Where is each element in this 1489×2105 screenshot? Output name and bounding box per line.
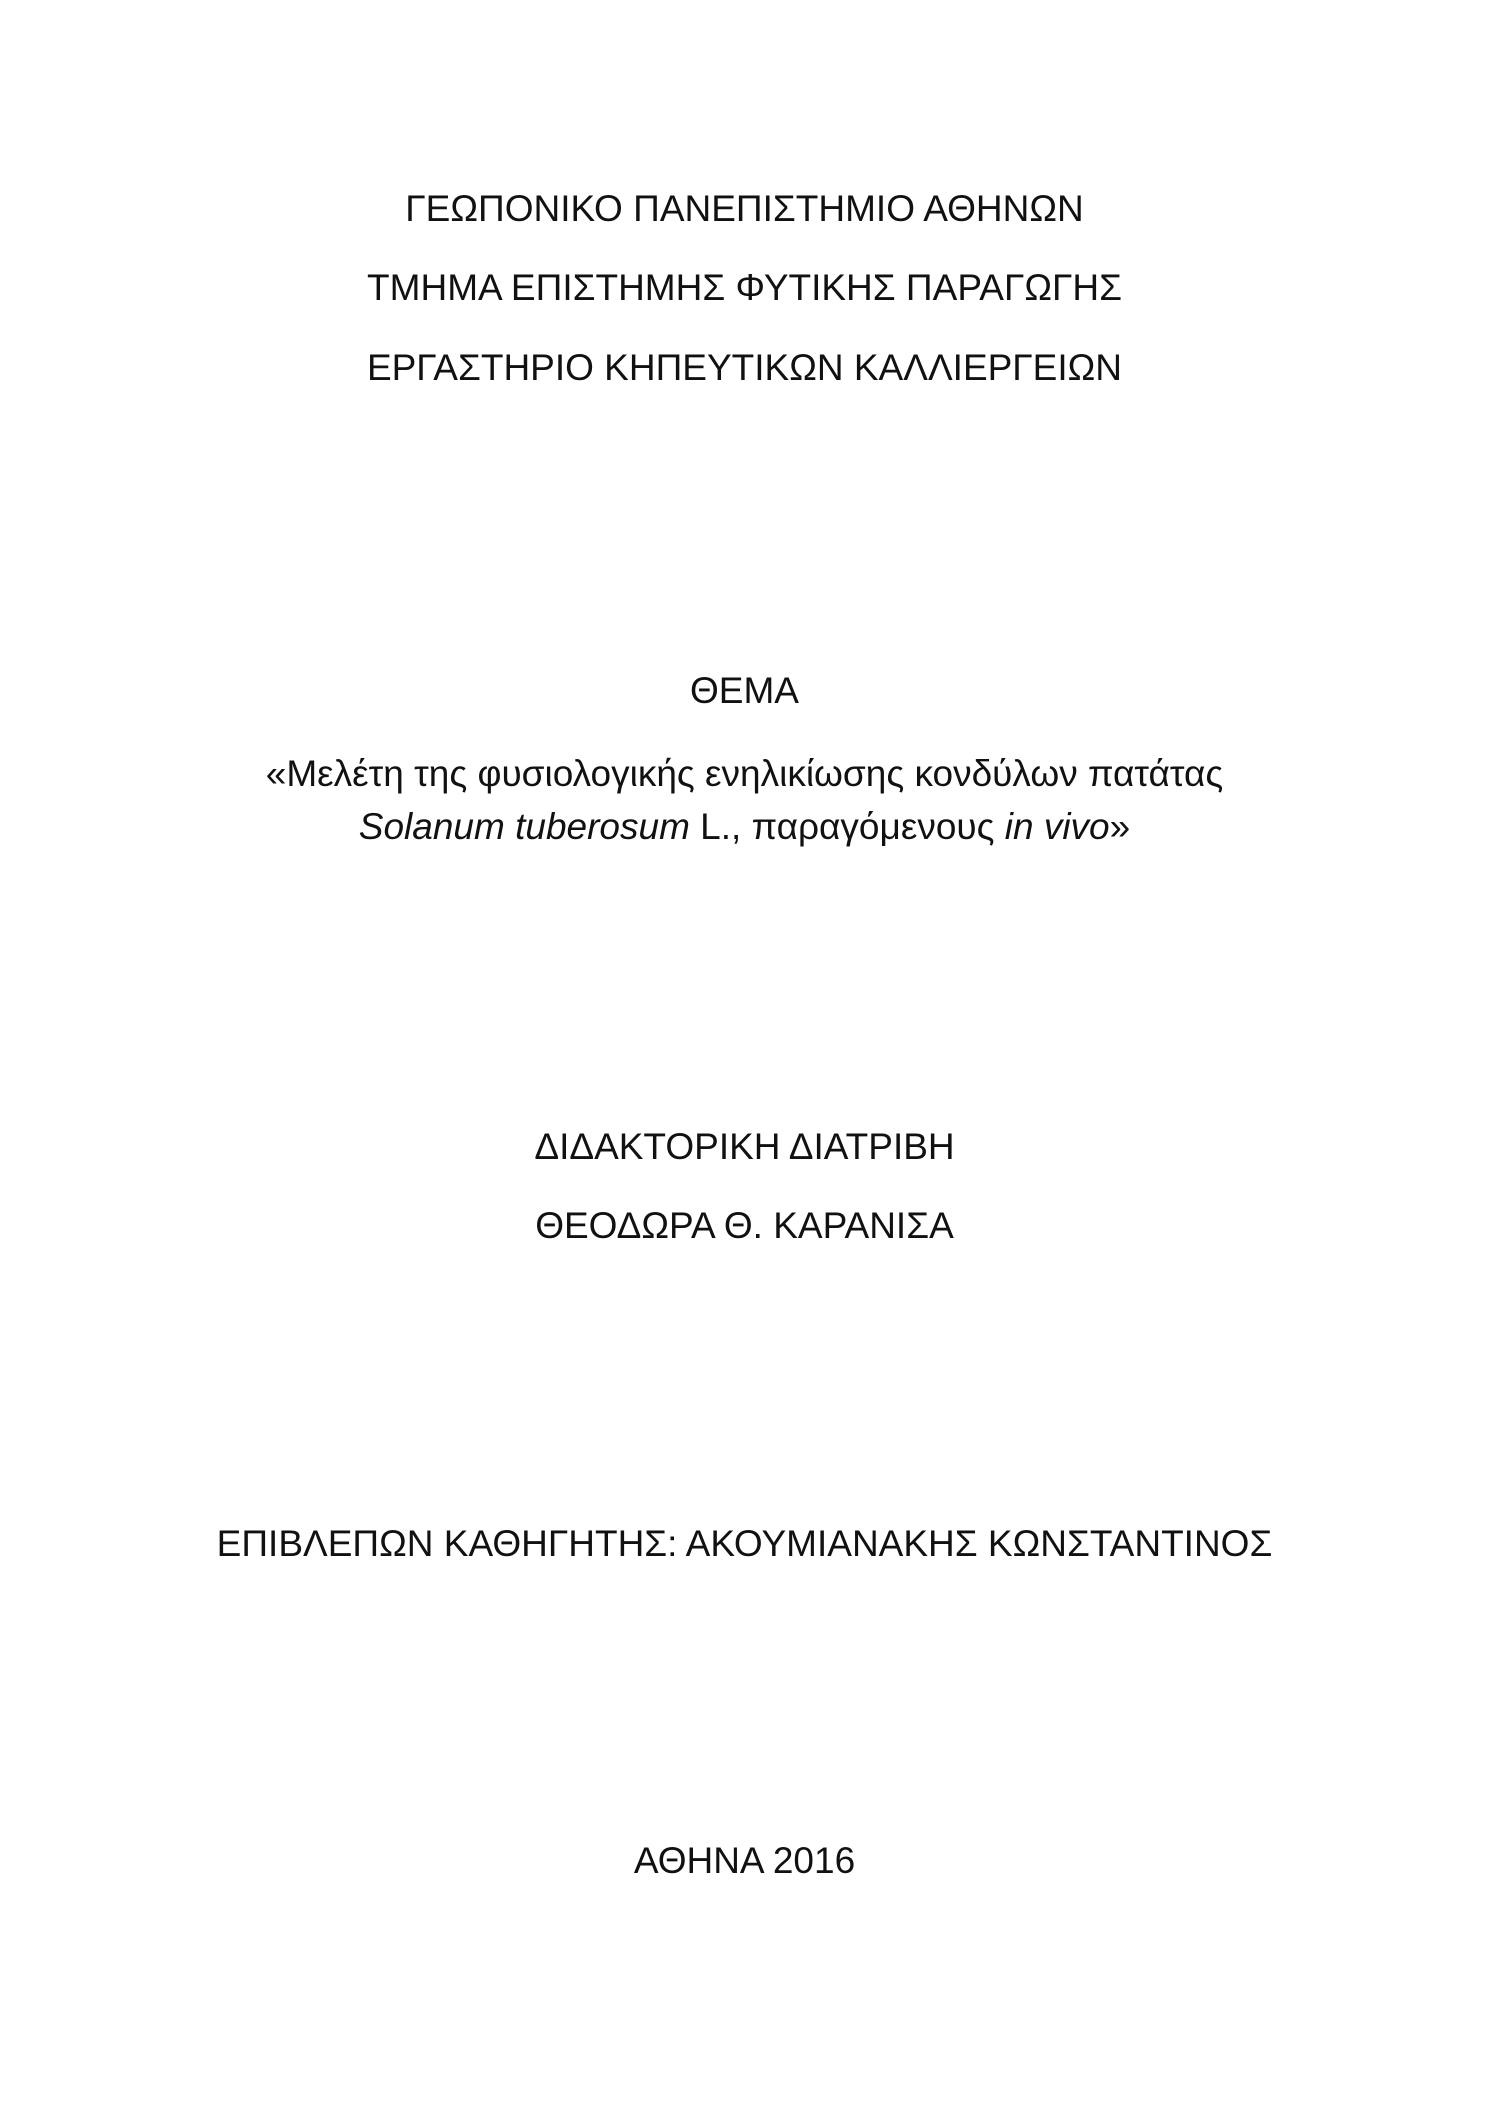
species-name: Solanum tuberosum — [358, 806, 690, 847]
topic-heading: ΘΕΜΑ — [690, 670, 799, 711]
place-and-year: ΑΘΗΝΑ 2016 — [633, 1840, 856, 1881]
department-name: ΤΜΗΜΑ ΕΠΙΣΤΗΜΗΣ ΦΥΤΙΚΗΣ ΠΑΡΑΓΩΓΗΣ — [367, 267, 1122, 308]
supervisor: ΕΠΙΒΛΕΠΩΝ ΚΑΘΗΓΗΤΗΣ: ΑΚΟΥΜΙΑΝΑΚΗΣ ΚΩΝΣΤΑΝΤΙΝΟΣ — [216, 1523, 1273, 1564]
laboratory-name: ΕΡΓΑΣΤΗΡΙΟ ΚΗΠΕΥΤΙΚΩΝ ΚΑΛΛΙΕΡΓΕΙΩΝ — [366, 347, 1123, 388]
in-vivo-term: in vivo — [1004, 806, 1110, 847]
author-name: ΘΕΟΔΩΡΑ Θ. ΚΑΡΑΝΙΣΑ — [535, 1205, 954, 1246]
thesis-title-line-2 — [0, 804, 1489, 850]
university-name: ΓΕΩΠΟΝΙΚΟ ΠΑΝΕΠΙΣΤΗΜΙΟ ΑΘΗΝΩΝ — [405, 188, 1084, 229]
thesis-type: ΔΙΔΑΚΤΟΡΙΚΗ ΔΙΑΤΡΙΒΗ — [534, 1126, 955, 1167]
title-text-segment: L., παραγόμενους — [689, 806, 1005, 847]
thesis-title-line-1: «Μελέτη της φυσιολογικής ενηλικίωσης κονδύλων πατάτας — [265, 753, 1224, 794]
title-closing-quote: » — [1109, 806, 1131, 847]
